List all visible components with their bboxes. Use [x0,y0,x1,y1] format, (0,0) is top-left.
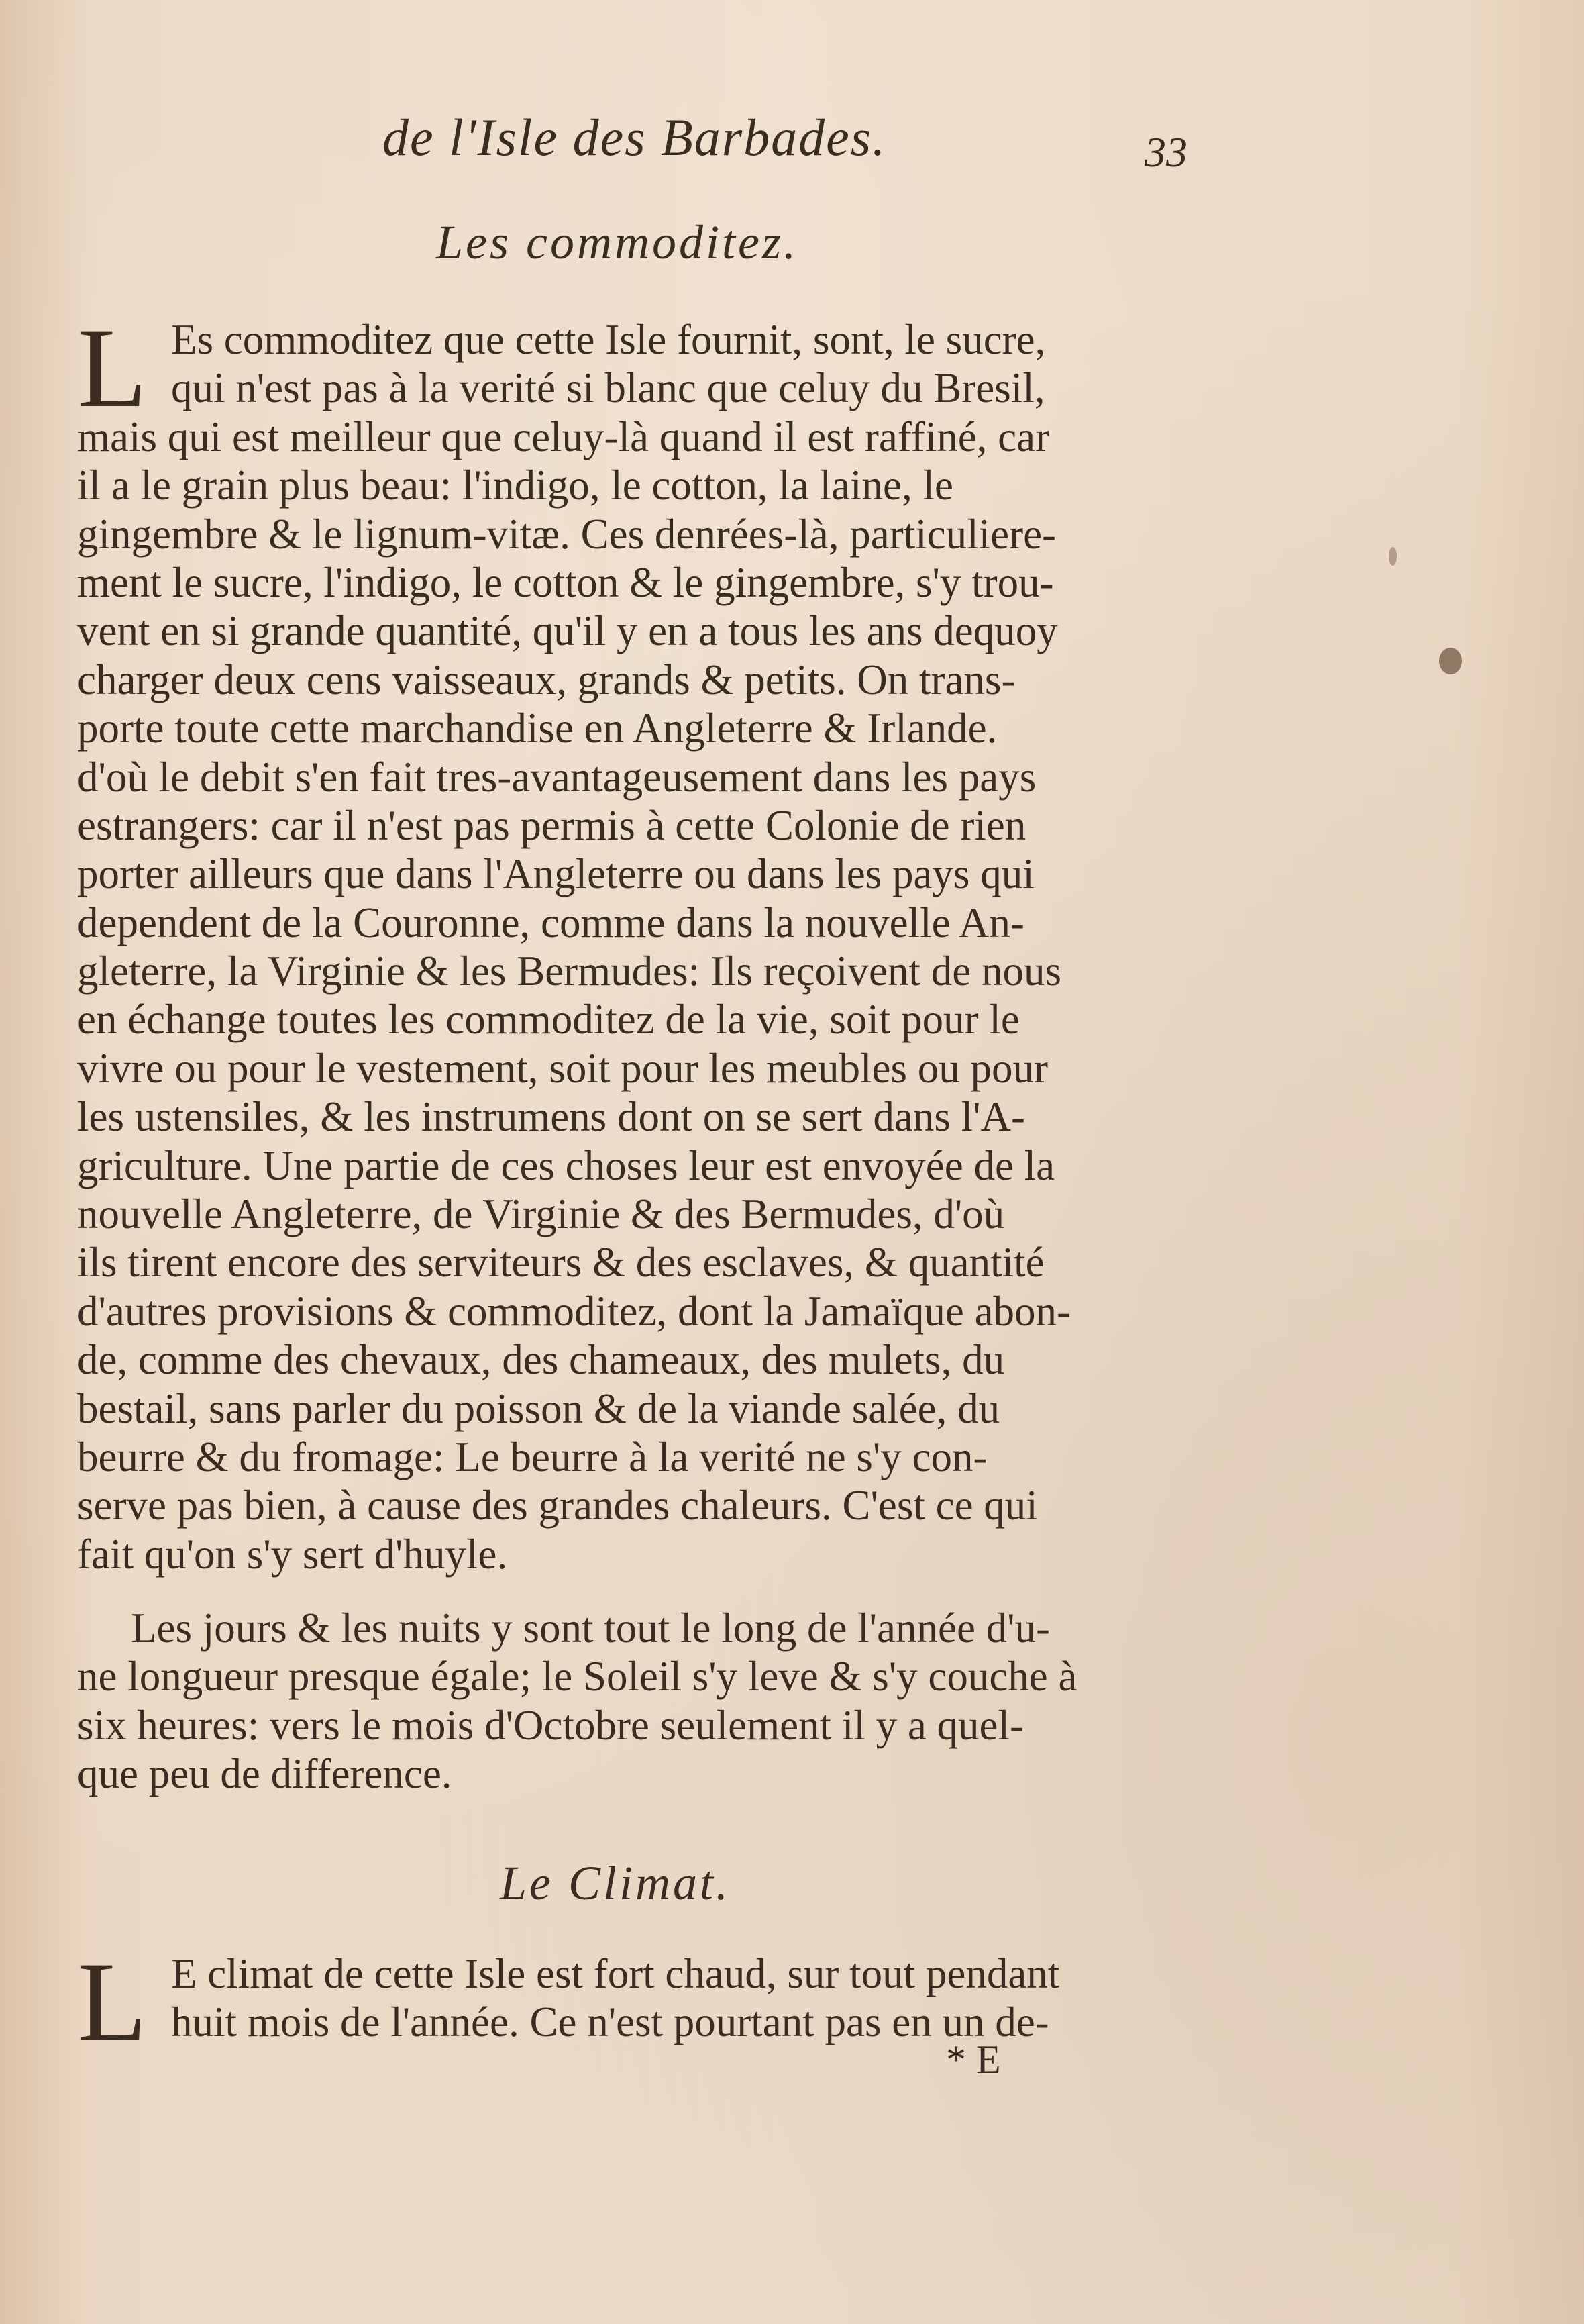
text-line: porter ailleurs que dans l'Angleterre ou dans les pays qui [77,850,1035,898]
text-line: Es commoditez que cette Isle fournit, sont, le sucre, [171,316,1046,363]
text-line: vivre ou pour le vestement, soit pour les meubles ou pour [77,1044,1048,1092]
text-line: six heures: vers le mois d'Octobre seulement il y a quel- [77,1701,1024,1749]
page-number: 33 [1145,128,1187,176]
text-line: gingembre & le lignum-vitæ. Ces denrées-là, particuliere- [77,510,1057,558]
text-line: charger deux cens vaisseaux, grands & petits. On trans- [77,656,1016,703]
text-line: E climat de cette Isle est fort chaud, sur tout pendant [171,1950,1060,1997]
text-line: griculture. Une partie de ces choses leur est envoyée de la [77,1142,1055,1189]
signature-mark: * E [946,2037,1001,2082]
text-line: huit mois de l'année. Ce n'est pourtant pas en un de- [171,1999,1049,2046]
text-line: beurre & du fromage: Le beurre à la verité ne s'y con- [77,1433,988,1480]
ink-spot [1389,547,1397,566]
text-line: bestail, sans parler du poisson & de la viande salée, du [77,1384,1000,1432]
text-line: dependent de la Couronne, comme dans la nouvelle An- [77,899,1024,946]
text-line: que peu de difference. [77,1750,452,1798]
text-line: en échange toutes les commoditez de la vie, soit pour le [77,996,1020,1044]
text-line: vent en si grande quantité, qu'il y en a tous les ans dequoy [77,607,1058,655]
text-line: mais qui est meilleur que celuy-là quand il est raffiné, car [77,413,1050,460]
text-line: gleterre, la Virginie & les Bermudes: Ils reçoivent de nous [77,948,1061,995]
paragraph-jours-nuits [77,1604,1181,1799]
text-line: les ustensiles, & les instrumens dont on se sert dans l'A- [77,1093,1025,1141]
text-line: il a le grain plus beau: l'indigo, le cotton, la laine, le [77,462,953,509]
section-heading-climat: Le Climat. [500,1856,731,1910]
drop-cap: L [77,305,147,431]
running-title: de l'Isle des Barbades. [382,108,887,166]
text-line: porte toute cette marchandise en Angleterre & Irlande. [77,705,998,752]
text-line: Les jours & les nuits y sont tout le long de l'année d'u- [131,1605,1051,1652]
text-line: ils tirent encore des serviteurs & des esclaves, & quantité [77,1239,1045,1286]
paragraph-climat [77,1939,1181,2065]
text-line: qui n'est pas à la verité si blanc que celuy du Bresil, [171,364,1045,412]
text-line: nouvelle Angleterre, de Virginie & des Bermudes, d'où [77,1191,1005,1238]
text-line: ment le sucre, l'indigo, le cotton & le gingembre, s'y trou- [77,558,1054,606]
text-line: d'autres provisions & commoditez, dont la Jamaïque abon- [77,1287,1071,1335]
paragraph-commoditez [77,305,1181,1578]
text-line: estrangers: car il n'est pas permis à cette Colonie de rien [77,801,1026,849]
text-line: serve pas bien, à cause des grandes chaleurs. C'est ce qui [77,1482,1038,1529]
section-heading-commoditez: Les commoditez. [436,215,798,269]
ink-spot [1439,648,1462,674]
text-line: ne longueur presque égale; le Soleil s'y leve & s'y couche à [77,1653,1077,1701]
drop-cap: L [77,1939,147,2065]
text-line: fait qu'on s'y sert d'huyle. [77,1530,508,1578]
page-header [376,107,1234,181]
text-line: de, comme des chevaux, des chameaux, des mulets, du [77,1336,1005,1384]
text-line: d'où le debit s'en fait tres-avantageusement dans les pays [77,753,1037,801]
